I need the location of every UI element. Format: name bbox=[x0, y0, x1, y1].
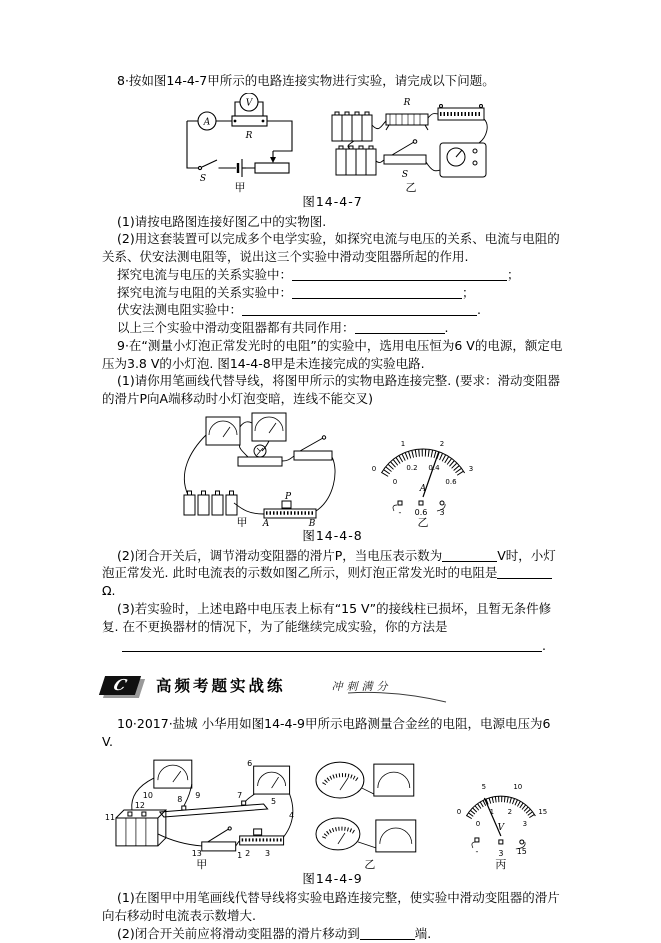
terminal-3: 3 bbox=[498, 848, 504, 858]
circuit-diagram-jia bbox=[172, 93, 312, 193]
fill-1-punct: ； bbox=[507, 266, 520, 282]
q8-fill-2 bbox=[102, 284, 563, 302]
swoosh-underline bbox=[346, 690, 450, 704]
sub-label-yi: 乙 bbox=[405, 180, 416, 193]
sub-label-jia: 甲 bbox=[236, 515, 247, 527]
q9-item3-answer-line bbox=[102, 637, 563, 655]
dial-unit-a: A bbox=[419, 483, 426, 494]
terminal-number-9: 9 bbox=[195, 790, 201, 800]
ammeter-symbol: A bbox=[203, 117, 210, 128]
figure-caption: 图14-4-8 bbox=[302, 527, 363, 543]
q10-item2-text: (2)闭合开关前应将滑动变阻器的滑片移动到 bbox=[117, 925, 360, 941]
terminal-number-8: 8 bbox=[177, 794, 183, 804]
fill-1-text: 探究电流与电压的关系实验中： bbox=[117, 266, 293, 282]
terminal-3: 3 bbox=[438, 507, 445, 517]
end-b-label: B bbox=[308, 518, 315, 527]
fill-2-text: 探究电流与电阻的关系实验中： bbox=[117, 284, 293, 300]
meter-closeups-yi bbox=[312, 754, 428, 870]
dial-inner-0: 0 bbox=[475, 819, 481, 828]
q8-intro: 8·按如图14-4-7甲所示的电路连接实物进行实验，请完成以下问题。 bbox=[117, 73, 495, 88]
q9-item-1: (1)请你用笔画线代替导线，将图甲所示的实物电路连接完整. (要求：滑动变阻器的滑片P向A端移动时小灯泡变暗，连线不能交叉) bbox=[102, 373, 561, 406]
sub-label-jia: 甲 bbox=[234, 180, 245, 193]
dial-inner-1: 0.2 bbox=[405, 463, 418, 472]
q8-fill-3 bbox=[102, 301, 563, 319]
terminal-number-5: 5 bbox=[271, 796, 277, 806]
q9-item-3: (3)若实验时，上述电路中电压表上标有“15 V”的接线柱已损坏，且暂无条件修复. 在不更换器材的情况下，为了能继续完成实验，你的方法是 bbox=[102, 600, 552, 634]
terminal-number-3: 3 bbox=[265, 848, 271, 858]
terminal-06: 0.6 bbox=[414, 507, 427, 517]
terminal-number-13: 13 bbox=[191, 848, 202, 858]
end-a-label: A bbox=[262, 518, 269, 527]
section-banner bbox=[102, 671, 563, 701]
q10-item-2 bbox=[102, 925, 563, 943]
terminal-number-10: 10 bbox=[142, 790, 153, 800]
fill-4-text: 以上三个实验中滑动变阻器都有共同作用： bbox=[117, 320, 355, 335]
dial-unit-v: V bbox=[497, 822, 505, 833]
q9-intro: 9·在“测量小灯泡正常发光时的电阻”的实验中，选用电压恒为6 V的电源，额定电压为3.8 V的小灯泡. 图14-4-8甲是未连接完成的实验电路. bbox=[102, 337, 563, 371]
answer-blank[interactable] bbox=[292, 268, 507, 281]
lamp-circuit-photo-jia bbox=[176, 411, 344, 527]
dial-outer-0: 0 bbox=[457, 807, 462, 816]
banner-slogan-wrap bbox=[332, 677, 392, 695]
q9-item-2 bbox=[102, 547, 563, 600]
answer-blank[interactable] bbox=[497, 566, 552, 579]
fill-3-punct: . bbox=[477, 302, 481, 318]
resistor-photo-label: R bbox=[403, 97, 410, 108]
dial-outer-2: 2 bbox=[439, 439, 444, 448]
answer-blank[interactable] bbox=[360, 927, 415, 940]
dial-outer-15: 15 bbox=[538, 807, 548, 816]
banner-title: 高频考题实战练 bbox=[156, 677, 286, 695]
terminal-number-6: 6 bbox=[247, 758, 253, 768]
sub-label-jia: 甲 bbox=[196, 857, 208, 870]
slider-p-label: P bbox=[284, 491, 291, 502]
q10-item-1: (1)在图甲中用笔画线代替导线将实验电路连接完整，使实验中滑动变阻器的滑片向右移动时电流表示数增大. bbox=[102, 890, 560, 923]
dial-inner-3: 3 bbox=[522, 819, 528, 828]
logo-letter: C bbox=[99, 676, 141, 695]
fill-3-text: 伏安法测电阻实验中： bbox=[117, 302, 243, 318]
q8-fill-1 bbox=[102, 266, 563, 284]
dial-inner-1: 1 bbox=[489, 807, 495, 816]
fill-4-punct: . bbox=[444, 320, 449, 335]
terminal-15: 15 bbox=[517, 846, 528, 856]
q8-fill-4 bbox=[102, 319, 563, 337]
answer-blank[interactable] bbox=[292, 285, 462, 298]
resistor-label: R bbox=[245, 130, 252, 141]
terminal-number-4: 4 bbox=[289, 810, 295, 820]
answer-blank[interactable] bbox=[355, 321, 445, 334]
figure-caption: 图14-4-9 bbox=[302, 870, 363, 886]
dial-outer-0: 0 bbox=[371, 464, 376, 473]
q9-item2-text-1: (2)闭合开关后，调节滑动变阻器的滑片P，当电压表示数为 bbox=[117, 547, 443, 563]
q10-intro: 10·2017·盐城 小华用如图14-4-9甲所示电路测量合金丝的电阻，电源电压为6 V. bbox=[102, 716, 551, 749]
answer-blank[interactable] bbox=[122, 639, 542, 652]
figure-14-4-7 bbox=[102, 93, 563, 211]
banner-slogan: 冲刺满分 bbox=[331, 680, 392, 694]
terminal-minus: - bbox=[398, 507, 401, 517]
q9-item2-text-2: V时，小灯泡正常发光. 此时电流表的示数如图乙所示，则灯泡正常发光时的电阻是 bbox=[102, 547, 556, 581]
figure-14-4-8 bbox=[102, 411, 563, 545]
terminal-number-11: 11 bbox=[104, 812, 116, 822]
dial-outer-5: 5 bbox=[481, 782, 487, 791]
dial-inner-2: 2 bbox=[507, 807, 513, 816]
figure-caption: 图14-4-7 bbox=[302, 193, 363, 209]
q8-item-1: (1)请按电路图连接好图乙中的实物图. bbox=[117, 213, 327, 229]
figure-14-4-9 bbox=[102, 754, 563, 888]
terminal-number-12: 12 bbox=[134, 800, 145, 810]
answer-blank[interactable] bbox=[442, 548, 497, 561]
dial-inner-0: 0 bbox=[392, 477, 397, 486]
q8-item-2: (2)用这套装置可以完成多个电学实验，如探究电流与电压的关系、电流与电阻的关系、伏安法测电阻等，说出这三个实验中滑动变阻器所起的作用. bbox=[102, 231, 560, 264]
sub-label-yi: 乙 bbox=[417, 515, 428, 527]
dial-outer-10: 10 bbox=[513, 782, 523, 791]
dial-outer-3: 3 bbox=[468, 464, 473, 473]
sub-label-bing: 丙 bbox=[495, 857, 507, 870]
dial-outer-1: 1 bbox=[400, 439, 405, 448]
voltmeter-dial-bing bbox=[441, 768, 563, 870]
dial-inner-3: 0.6 bbox=[444, 477, 457, 486]
terminal-minus: - bbox=[475, 846, 479, 856]
switch-label: S bbox=[199, 173, 206, 184]
dial-inner-2: 0.4 bbox=[427, 463, 440, 472]
answer-blank[interactable] bbox=[242, 303, 477, 316]
terminal-number-2: 2 bbox=[245, 848, 251, 858]
fill-2-punct: ； bbox=[462, 284, 475, 300]
alloy-wire-circuit-jia bbox=[102, 754, 298, 870]
terminal-number-1: 1 bbox=[237, 850, 243, 860]
q9-item3-punct: . bbox=[542, 638, 546, 654]
voltmeter-symbol: V bbox=[245, 98, 252, 109]
terminal-number-7: 7 bbox=[237, 790, 243, 800]
switch-photo-label: S bbox=[401, 169, 408, 180]
ammeter-dial-yi bbox=[358, 425, 490, 527]
components-photo-yi bbox=[326, 93, 494, 193]
q9-item2-text-3: Ω. bbox=[102, 583, 116, 598]
q10-item2-punct: 端. bbox=[414, 925, 432, 941]
sub-label-yi: 乙 bbox=[363, 857, 375, 870]
banner-logo-icon bbox=[102, 676, 142, 697]
